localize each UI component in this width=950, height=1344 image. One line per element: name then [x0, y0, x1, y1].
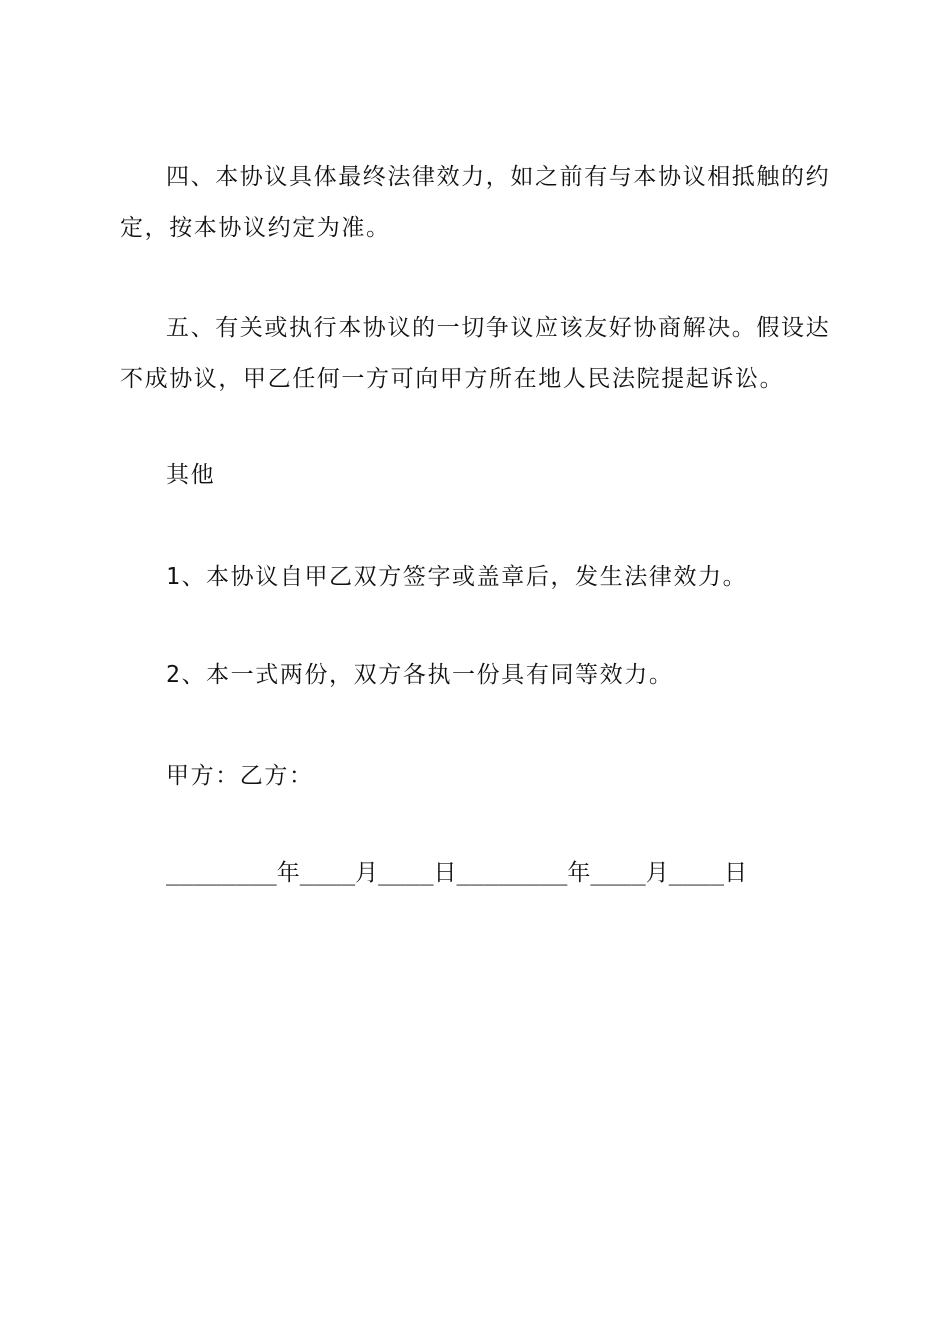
- paragraph-4-line-2: 定，按本协议约定为准。: [120, 215, 391, 241]
- parties-signature-line: 甲方：乙方：: [166, 763, 314, 789]
- paragraph-5-line-2: 不成协议，甲乙任何一方可向甲方所在地人民法院提起诉讼。: [120, 366, 785, 392]
- date-line: ________年____月____日________年____月____日: [166, 860, 748, 886]
- other-heading: 其他: [166, 462, 216, 488]
- paragraph-4-line-1: [166, 166, 830, 189]
- clause-1: 1、本协议自甲乙双方签字或盖章后，发生法律效力。: [166, 564, 748, 590]
- paragraph-5-line-1: 五、有关或执行本协议的一切争议应该友好协商解决。假设达: [166, 315, 831, 341]
- paragraph-4-line-1-text: 四、本协议具体最终法律效力，如之前有与本协议相抵触的约: [166, 164, 831, 190]
- clause-2: 2、本一式两份，双方各执一份具有同等效力。: [166, 662, 674, 688]
